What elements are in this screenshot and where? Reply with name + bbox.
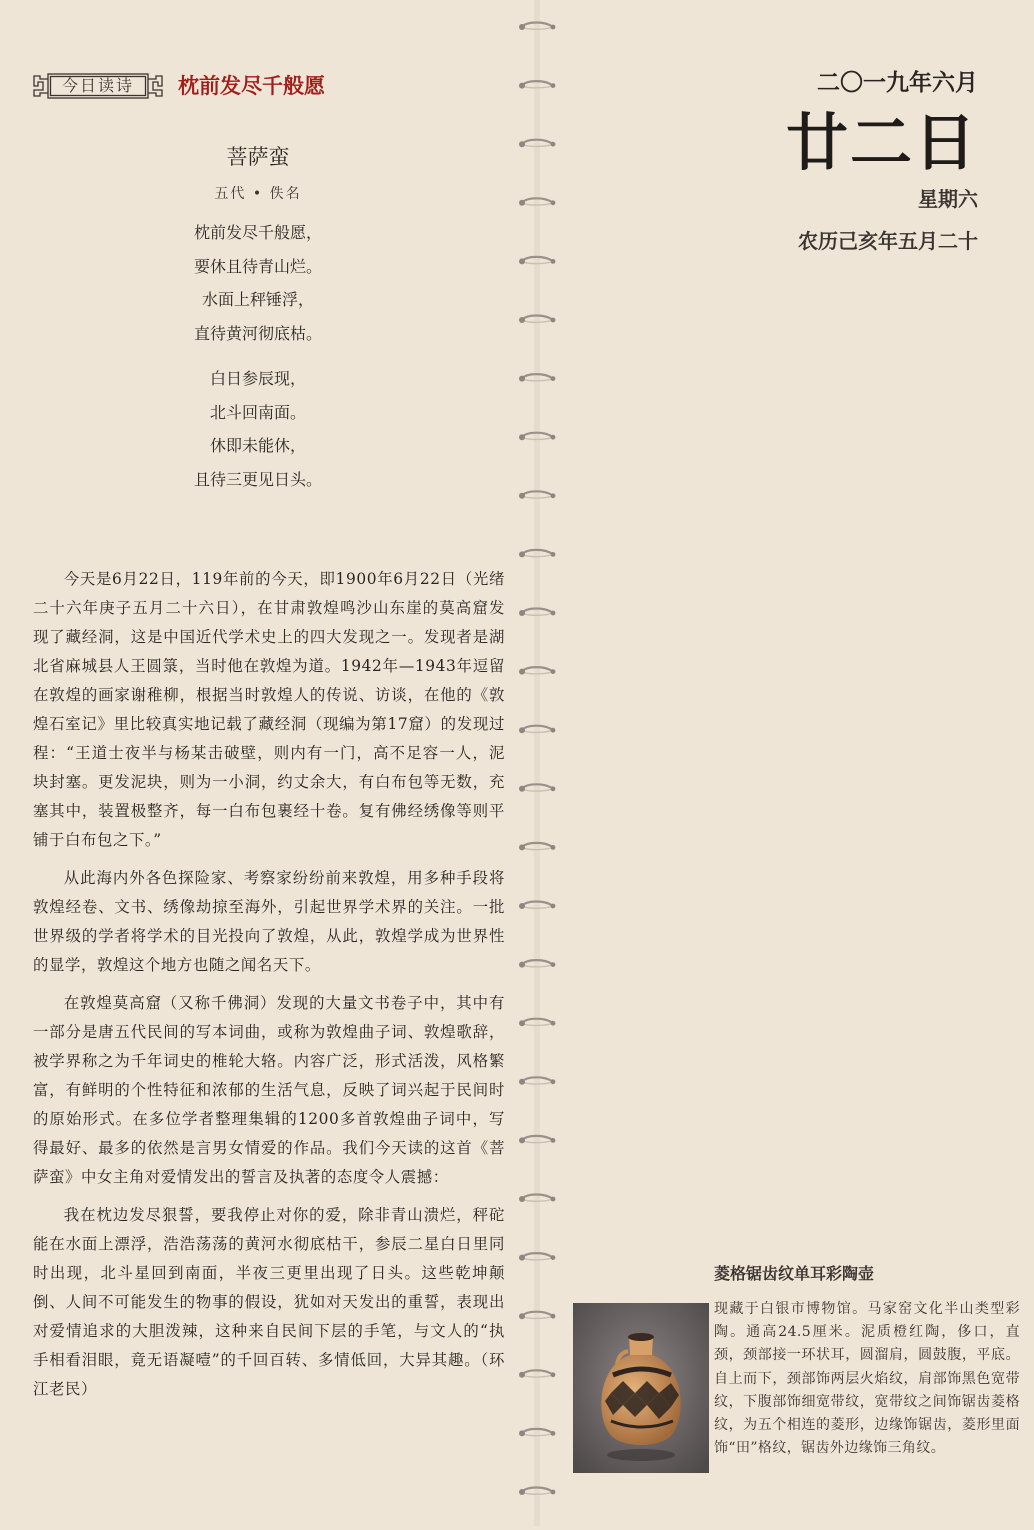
section-tag-label: 今日读诗 [61, 76, 134, 95]
poem-stanza-1 [30, 216, 486, 350]
article-paragraph: 今天是6月22日，119年前的今天，即1900年6月22日（光绪二十六年庚子五月二十六日），在甘肃敦煌鸣沙山东崖的莫高窟发现了藏经洞，这是中国近代学术史上的四大发现之一。发现者是湖北省麻城县人王圆箓，当时他在敦煌为道。1942年—1943年逗留在敦煌的画家谢稚柳，根据当时敦煌人的传说、访谈，在他的《敦煌石室记》里比较真实地记载了藏经洞（现编为第17窟）的发现过程：“王道士夜半与杨某击破壁，则内有一门，高不足容一人，泥块封塞。更发泥块，则为一小洞，约丈余大，有白布包等无数，充塞其中，装置极整齐，每一白布包裹经十卷。复有佛经绣像等则平铺于白布包之下。” [33, 570, 505, 849]
date-lunar: 农历己亥年五月二十 [798, 229, 978, 253]
poem-stanza-2 [30, 362, 486, 496]
binding-rings-icon [515, 0, 561, 1526]
poem-line: 要休且待青山烂。 [193, 256, 322, 276]
artifact-title: 菱格锯齿纹单耳彩陶壶 [714, 1264, 875, 1283]
date-year-month: 二〇一九年六月 [817, 70, 978, 96]
artifact-photo [573, 1303, 709, 1473]
poem-title: 菩萨蛮 [226, 145, 290, 169]
poem-line: 枕前发尽千般愿， [193, 223, 322, 242]
section-tag [30, 70, 166, 102]
poem-line: 水面上秤锤浮， [201, 290, 314, 309]
poem-line: 且待三更见日头。 [193, 469, 322, 489]
article-paragraph: 从此海内外各色探险家、考察家纷纷前来敦煌，用多种手段将敦煌经卷、文书、绣像劫掠至海外，引起世界学术界的关注。一批世界级的学者将学术的目光投向了敦煌，从此，敦煌学成为世界性的显学，敦煌这个地方也随之闻名天下。 [33, 869, 505, 974]
date-weekday: 星期六 [918, 187, 978, 211]
article-body [33, 565, 505, 1413]
article-paragraph: 在敦煌莫高窟（又称千佛洞）发现的大量文书卷子中，其中有一部分是唐五代民间的写本词曲，或称为敦煌曲子词、敦煌歌辞，被学界称之为千年词史的椎轮大辂。内容广泛，形式活泼，风格繁富，有鲜明的个性特征和浓郁的生活气息，反映了词兴起于民间时的原始形式。在多位学者整理集辑的1200多首敦煌曲子词中，写得最好、最多的依然是言男女情爱的作品。我们今天读的这首《菩萨蛮》中女主角对爱情发出的誓言及执著的态度令人震撼： [33, 994, 505, 1186]
spiral-binding [515, 0, 561, 1526]
date-block [786, 66, 978, 256]
date-day: 廿二日 [785, 106, 978, 179]
article-paragraph: 我在枕边发尽狠誓，要我停止对你的爱，除非青山溃烂，秤砣能在水面上漂浮，浩浩荡荡的黄河水彻底枯干，参辰二星白日里同时出现，北斗星回到南面，半夜三更里出现了日头。这些乾坤颠倒、人间不可能发生的物事的假设，犹如对天发出的重誓，表现出对爱情追求的大胆泼辣，这种来自民间下层的手笔，与文人的“执手相看泪眼，竟无语凝噎”的千回百转、多情低回，大异其趣。（环江老民） [33, 1206, 505, 1398]
poem-line: 休即未能休， [209, 436, 306, 455]
headline: 枕前发尽千般愿 [178, 74, 325, 98]
artifact-description: 现藏于白银市博物馆。马家窑文化半山类型彩陶。通高24.5厘米。泥质橙红陶，侈口，直颈，颈部接一环状耳，圆溜肩，圆鼓腹，平底。自上而下，颈部饰两层火焰纹，肩部饰黑色宽带纹，下腹部饰细宽带纹，宽带纹之间饰锯齿菱格纹，为五个相连的菱形，边缘饰锯齿，菱形里面饰“田”格纹，锯齿外边缘饰三角纹。 [714, 1301, 1020, 1457]
painted-pottery-jar-icon [573, 1303, 709, 1473]
poem-author: 五代 • 佚名 [214, 186, 302, 202]
poem-line: 北斗回南面。 [209, 402, 306, 422]
poem-line: 白日参辰现， [209, 369, 306, 388]
poem-line: 直待黄河彻底枯。 [193, 323, 322, 343]
